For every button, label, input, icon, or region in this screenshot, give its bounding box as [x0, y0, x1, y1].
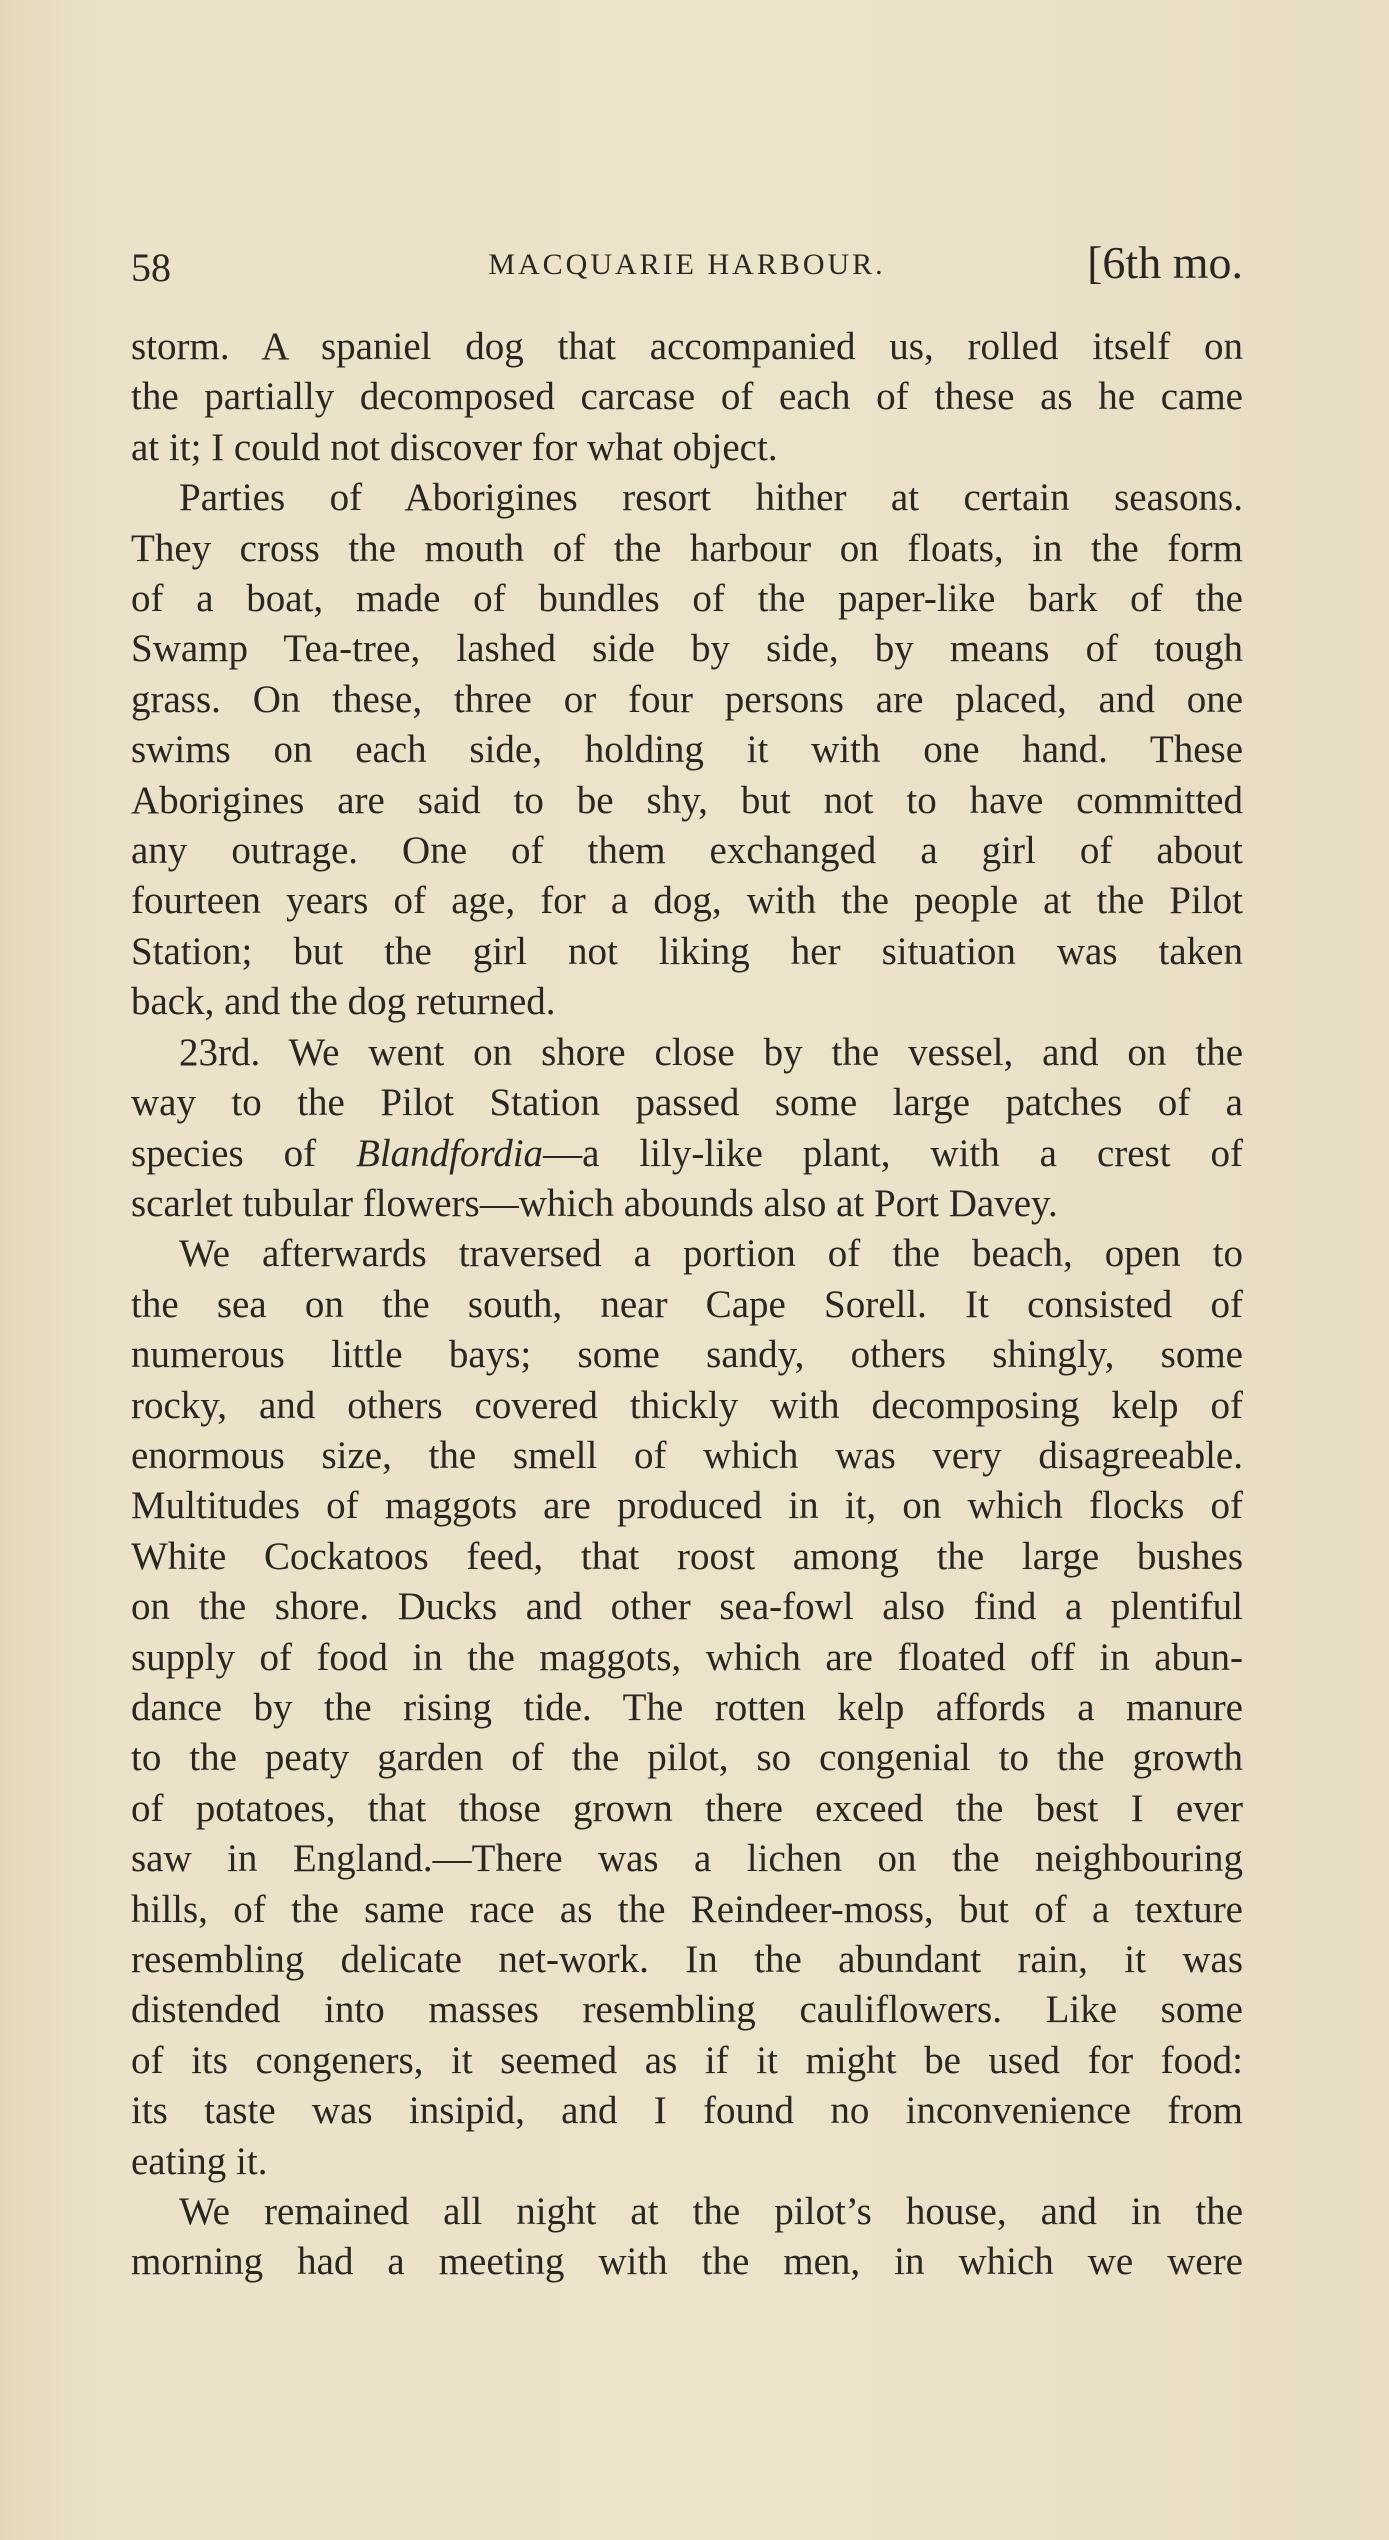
text-line: distended into masses resembling cauliflowers. Like some	[131, 1988, 1243, 2032]
text-line: grass. On these, three or four persons are placed, and one	[131, 677, 1243, 721]
text-line: Aborigines are said to be shy, but not to have committed	[131, 778, 1243, 822]
text-line: hills, of the same race as the Reindeer-moss, but of a texture	[131, 1887, 1243, 1931]
page-header	[131, 236, 1243, 296]
text-line: scarlet tubular flowers—which abounds also at Port Davey.	[131, 1181, 1058, 1225]
text-line: Swamp Tea-tree, lashed side by side, by means of tough	[131, 627, 1243, 671]
text-line: supply of food in the maggots, which are floated off in abun-	[131, 1635, 1243, 1679]
text-line: of a boat, made of bundles of the paper-like bark of the	[131, 577, 1243, 621]
body-text	[131, 322, 1243, 2288]
text-line: numerous little bays; some sandy, others shingly, some	[131, 1333, 1243, 1377]
text-line: of its congeners, it seemed as if it might be used for food:	[131, 2038, 1243, 2082]
text-line: on the shore. Ducks and other sea-fowl also find a plentiful	[131, 1585, 1243, 1629]
text-line: saw in England.—There was a lichen on the neighbouring	[131, 1837, 1243, 1881]
text-line: They cross the mouth of the harbour on floats, in the form	[131, 526, 1243, 570]
page-number: 58	[131, 245, 171, 290]
text-line: enormous size, the smell of which was very disagreeable.	[131, 1433, 1243, 1477]
text-line: rocky, and others covered thickly with decomposing kelp of	[131, 1383, 1243, 1427]
text-line: swims on each side, holding it with one hand. These	[131, 728, 1243, 772]
text-line: Multitudes of maggots are produced in it, on which flocks of	[131, 1484, 1243, 1528]
text-line: at it; I could not discover for what object.	[131, 425, 778, 469]
text-line: back, and the dog returned.	[131, 980, 556, 1024]
text-line: We afterwards traversed a portion of the beach, open to	[179, 1232, 1243, 1276]
text-line-segment: species of	[131, 1131, 356, 1175]
italic-species-name: Blandfordia	[356, 1131, 544, 1175]
running-title: MACQUARIE HARBOUR.	[488, 248, 886, 281]
text-line: Parties of Aborigines resort hither at certain seasons.	[179, 476, 1243, 520]
text-line: resembling delicate net-work. In the abundant rain, it was	[131, 1938, 1243, 1981]
text-line: eating it.	[131, 2139, 268, 2183]
text-line: White Cockatoos feed, that roost among the large bushes	[131, 1534, 1243, 1578]
text-line: morning had a meeting with the men, in which we were	[131, 2240, 1243, 2284]
text-line: storm. A spaniel dog that accompanied us, rolled itself on	[131, 325, 1243, 368]
text-line-segment: —a lily-like plant, with a crest of	[543, 1131, 1243, 1175]
text-line: to the peaty garden of the pilot, so congenial to the growth	[131, 1736, 1243, 1780]
text-line: Station; but the girl not liking her situation was taken	[131, 929, 1243, 973]
date-marker: [6th mo.	[1087, 237, 1243, 288]
text-line: way to the Pilot Station passed some large patches of a	[131, 1081, 1243, 1125]
text-line: the partially decomposed carcase of each of these as he came	[131, 375, 1243, 419]
text-line: its taste was insipid, and I found no inconvenience from	[131, 2089, 1243, 2133]
text-line: the sea on the south, near Cape Sorell. It consisted of	[131, 1282, 1243, 1326]
text-line	[131, 1129, 1243, 1179]
text-line: 23rd. We went on shore close by the vessel, and on the	[179, 1030, 1243, 1074]
text-line: of potatoes, that those grown there exceed the best I ever	[131, 1786, 1243, 1830]
text-line: any outrage. One of them exchanged a girl of about	[131, 829, 1243, 873]
text-line: We remained all night at the pilot’s house, and in the	[179, 2190, 1243, 2234]
text-line: dance by the rising tide. The rotten kelp affords a manure	[131, 1685, 1243, 1729]
text-line: fourteen years of age, for a dog, with the people at the Pilot	[131, 879, 1243, 923]
